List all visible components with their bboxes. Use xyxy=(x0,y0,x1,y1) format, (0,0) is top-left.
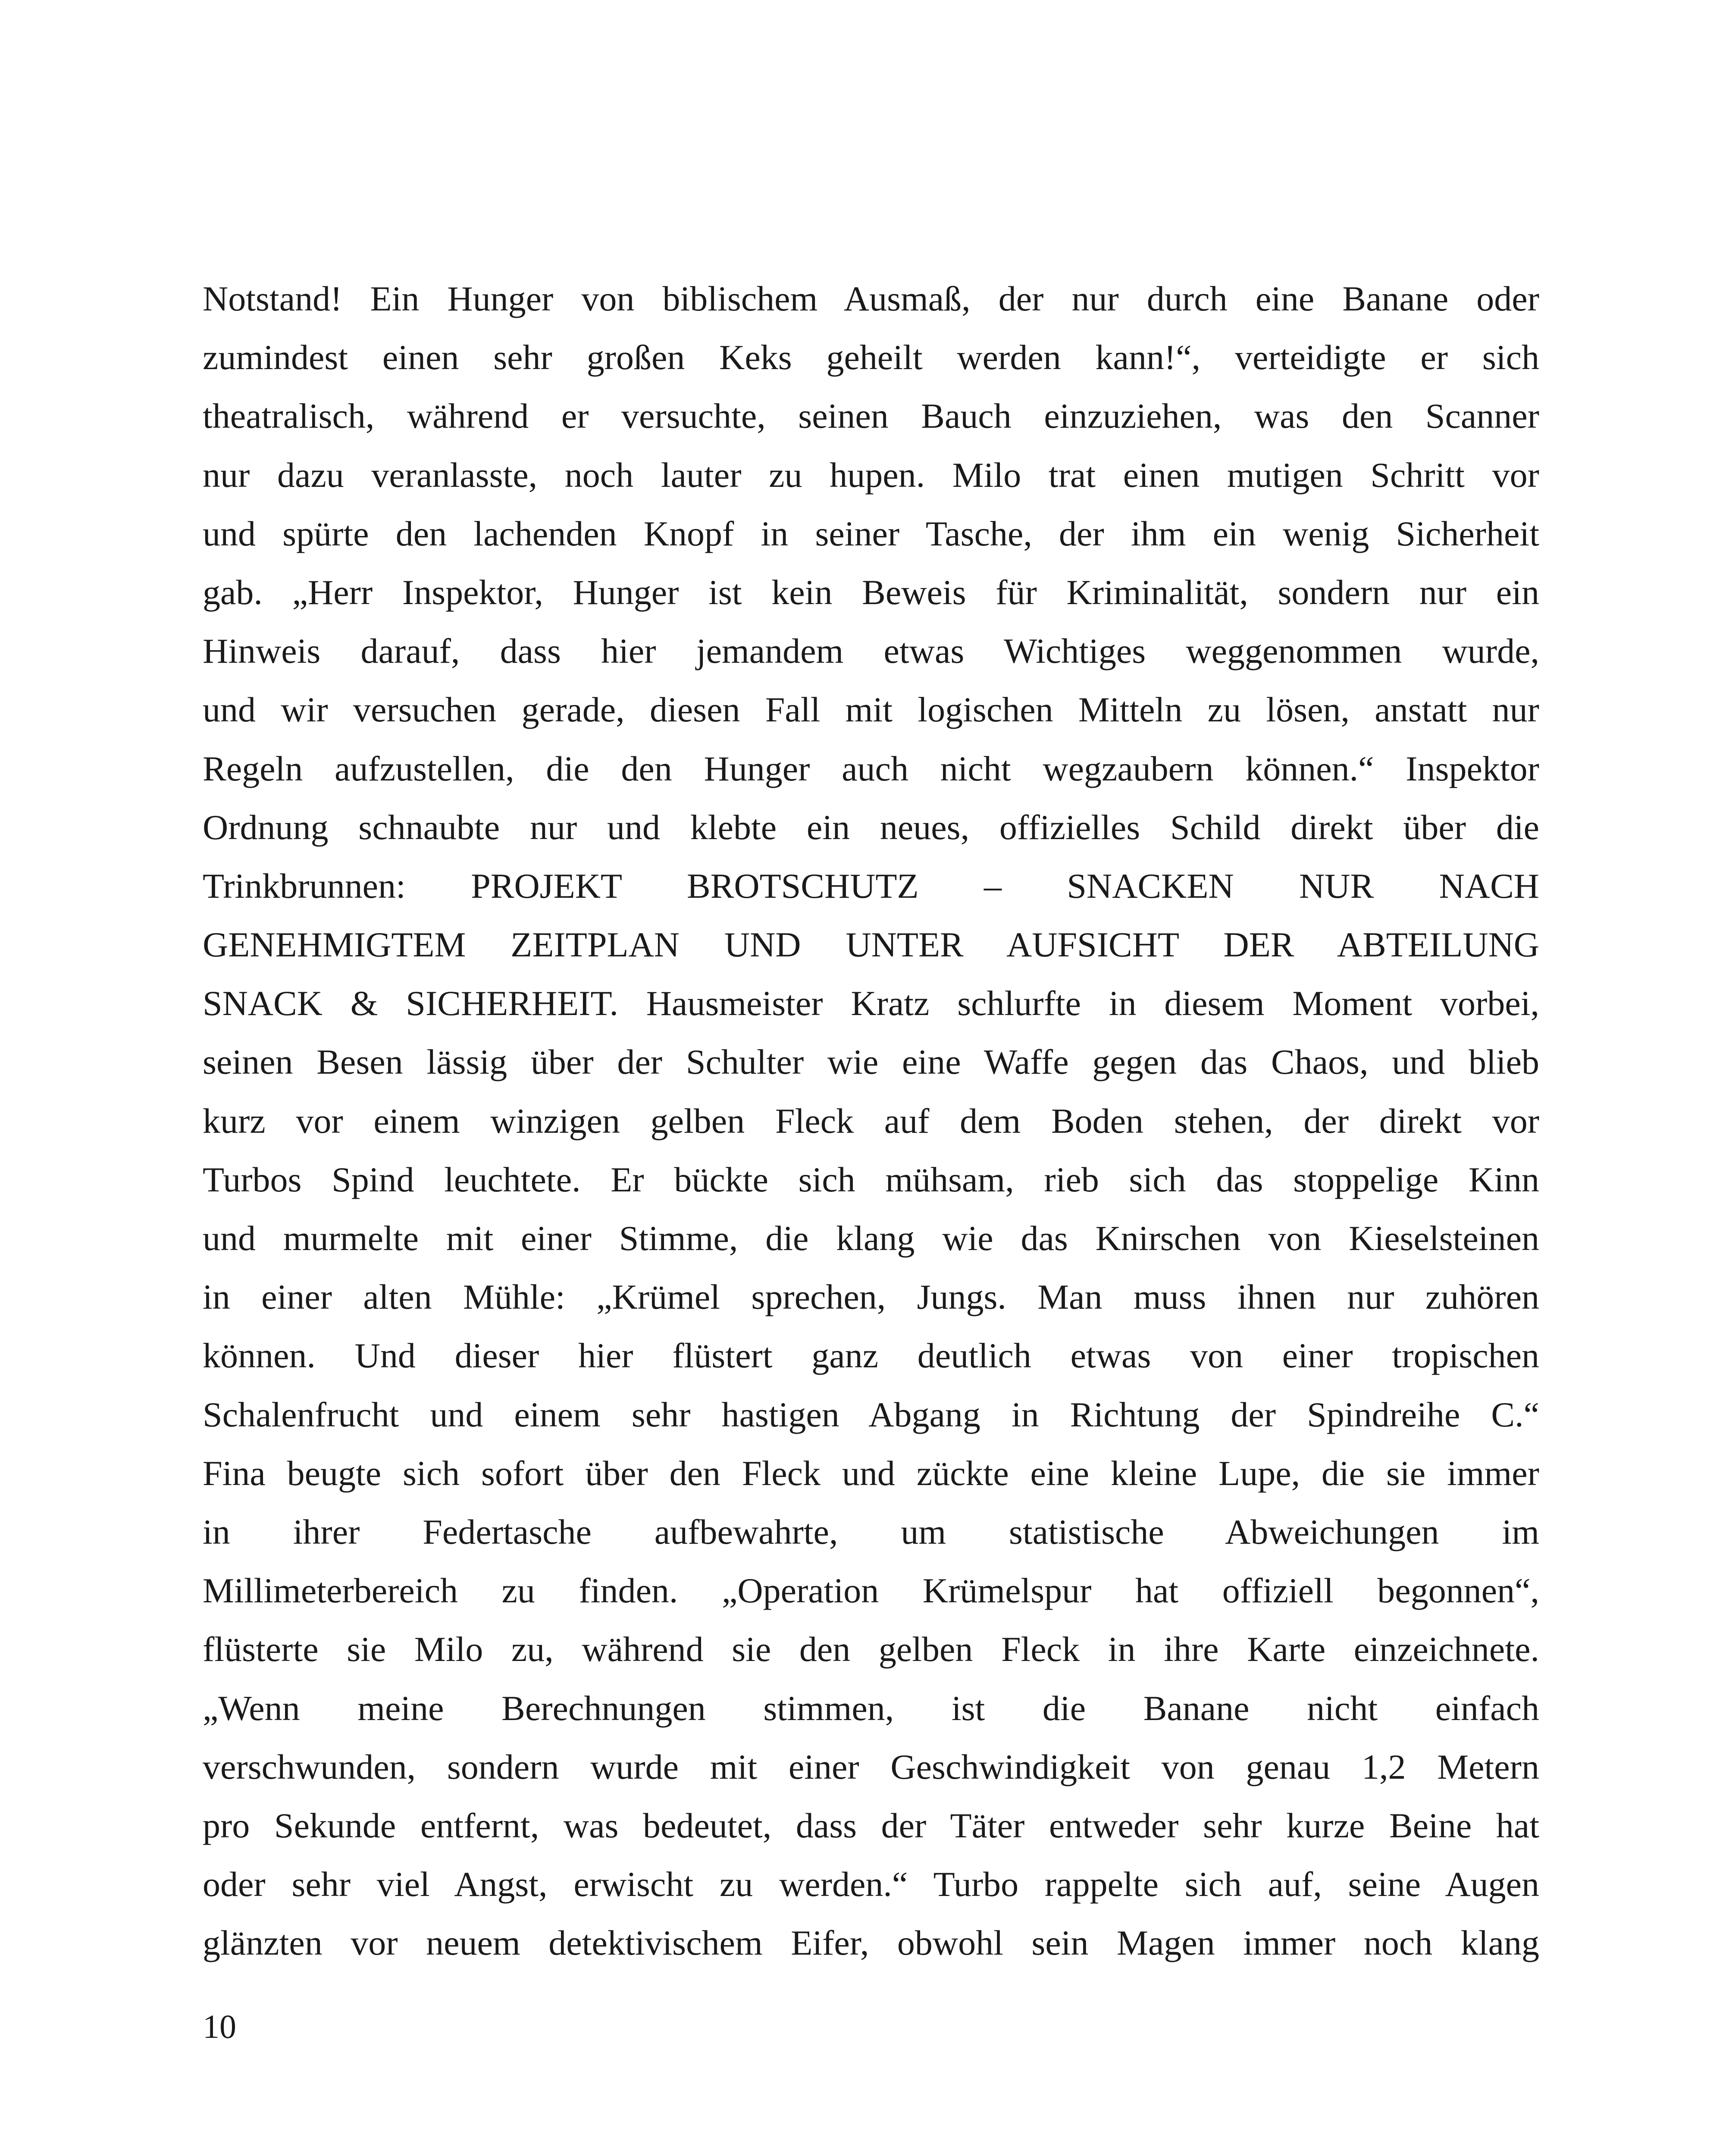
body-text xyxy=(203,270,1539,1972)
text-line: Millimeterbereich zu finden. „Operation Krümelspur hat offiziell begonnen“, xyxy=(203,1571,1539,1611)
text-line: pro Sekunde entfernt, was bedeutet, dass der Täter entweder sehr kurze Beine hat xyxy=(203,1805,1539,1845)
text-line: SNACK & SICHERHEIT. Hausmeister Kratz schlurfte in diesem Moment vorbei, xyxy=(203,984,1539,1023)
text-line: verschwunden, sondern wurde mit einer Geschwindigkeit von genau 1,2 Metern xyxy=(203,1747,1539,1786)
text-line: Turbos Spind leuchtete. Er bückte sich mühsam, rieb sich das stoppelige Kinn xyxy=(203,1159,1539,1199)
text-line: GENEHMIGTEM ZEITPLAN UND UNTER AUFSICHT DER ABTEILUNG xyxy=(203,925,1539,965)
text-line: Schalenfrucht und einem sehr hastigen Abgang in Richtung der Spindreihe C.“ xyxy=(203,1395,1539,1434)
text-line: Fina beugte sich sofort über den Fleck und zückte eine kleine Lupe, die sie immer xyxy=(203,1453,1539,1493)
text-line: zumindest einen sehr großen Keks geheilt werden kann!“, verteidigte er sich xyxy=(203,338,1539,377)
text-line: Trinkbrunnen: PROJEKT BROTSCHUTZ – SNACKEN NUR NACH xyxy=(203,866,1539,906)
text-line: flüsterte sie Milo zu, während sie den gelben Fleck in ihre Karte einzeichnete. xyxy=(203,1630,1539,1669)
text-line: Hinweis darauf, dass hier jemandem etwas Wichtiges weggenommen wurde, xyxy=(203,631,1539,671)
text-line: und wir versuchen gerade, diesen Fall mit logischen Mitteln zu lösen, anstatt nur xyxy=(203,690,1539,730)
text-line: glänzten vor neuem detektivischem Eifer, obwohl sein Magen immer noch klang xyxy=(203,1923,1539,1963)
text-line: Notstand! Ein Hunger von biblischem Ausmaß, der nur durch eine Banane oder xyxy=(203,279,1539,318)
text-line: kurz vor einem winzigen gelben Fleck auf dem Boden stehen, der direkt vor xyxy=(203,1101,1539,1141)
text-line: und murmelte mit einer Stimme, die klang wie das Knirschen von Kieselsteinen xyxy=(203,1219,1539,1258)
text-line: in einer alten Mühle: „Krümel sprechen, Jungs. Man muss ihnen nur zuhören xyxy=(203,1277,1539,1317)
text-line: Regeln aufzustellen, die den Hunger auch nicht wegzaubern können.“ Inspektor xyxy=(203,749,1539,788)
text-line: seinen Besen lässig über der Schulter wie eine Waffe gegen das Chaos, und blieb xyxy=(203,1042,1539,1082)
text-line: und spürte den lachenden Knopf in seiner Tasche, der ihm ein wenig Sicherheit xyxy=(203,514,1539,553)
text-line: „Wenn meine Berechnungen stimmen, ist die Banane nicht einfach xyxy=(203,1688,1539,1728)
text-line: in ihrer Federtasche aufbewahrte, um statistische Abweichungen im xyxy=(203,1512,1539,1551)
text-line: Ordnung schnaubte nur und klebte ein neues, offizielles Schild direkt über die xyxy=(203,807,1539,847)
text-line: können. Und dieser hier flüstert ganz deutlich etwas von einer tropischen xyxy=(203,1336,1539,1376)
page-number: 10 xyxy=(203,2008,236,2045)
text-line: gab. „Herr Inspektor, Hunger ist kein Beweis für Kriminalität, sondern nur ein xyxy=(203,572,1539,612)
text-line: nur dazu veranlasste, noch lauter zu hupen. Milo trat einen mutigen Schritt vor xyxy=(203,455,1539,495)
text-line: theatralisch, während er versuchte, seinen Bauch einzuziehen, was den Scanner xyxy=(203,396,1539,436)
text-line: oder sehr viel Angst, erwischt zu werden.“ Turbo rappelte sich auf, seine Augen xyxy=(203,1865,1539,1904)
